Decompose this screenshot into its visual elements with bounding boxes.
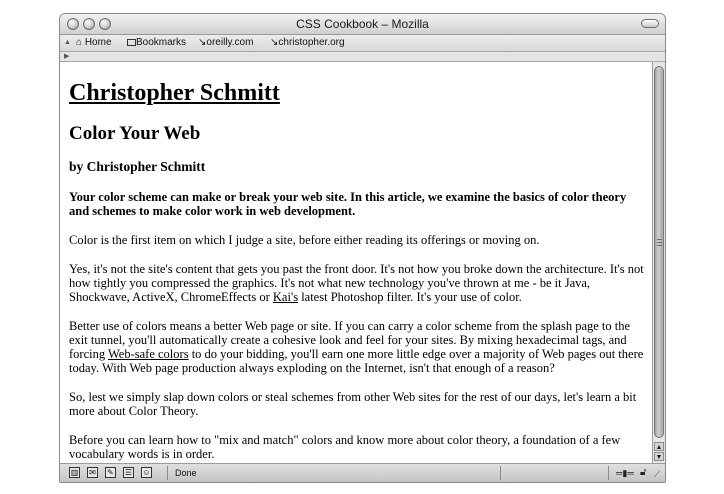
- site-title: [69, 79, 647, 107]
- expand-toolbar-icon[interactable]: ▶: [64, 53, 70, 60]
- paragraph-2: [69, 262, 647, 304]
- online-status-icon[interactable]: ═▮═: [616, 468, 634, 478]
- paragraph-5: Before you can learn how to "mix and match" colors and know more about color theory, a foundation of a few vocabulary words is in order.: [69, 433, 621, 461]
- bookmark-link-icon: ↘: [198, 37, 207, 48]
- status-divider: [608, 466, 609, 480]
- paragraph-3-text-b: to do your bidding, you'll earn one more little edge over a majority of Web pages out there today. With Web page production always exploding on the Internet, isn't that enough of a reason?: [69, 347, 644, 375]
- paragraph-1: Color is the first item on which I judge a site, before either reading its offerings or moving on.: [69, 233, 540, 247]
- bookmark-home[interactable]: [76, 37, 112, 48]
- scrollbar-grip-icon: [657, 239, 662, 240]
- paragraph-3-text-a: Better use of colors means a better Web page or site. If you can carry a color scheme from the splash page to the exit tunnel, you'll automatically create a cohesive look and feel for your sites. By mixing hexadecimal tags, and forcing: [69, 319, 631, 361]
- home-icon: ⌂: [76, 37, 83, 48]
- site-title-link[interactable]: Christopher Schmitt: [69, 80, 280, 106]
- bookmark-link-icon: ↘: [270, 37, 279, 48]
- bookmark-oreilly[interactable]: [198, 37, 253, 48]
- bookmark-bookmarks[interactable]: [127, 37, 186, 48]
- bookmarks-folder-icon: [127, 39, 136, 46]
- kais-link[interactable]: Kai's: [272, 290, 299, 304]
- bookmark-oreilly-label: oreilly.com: [206, 37, 254, 48]
- browser-window: [59, 13, 666, 483]
- page-content: [60, 62, 652, 463]
- vertical-scrollbar[interactable]: [652, 62, 665, 463]
- bookmark-christopher-label: christopher.org: [278, 37, 345, 48]
- window-title: CSS Cookbook – Mozilla: [296, 17, 429, 31]
- mail-icon[interactable]: ✉: [87, 467, 98, 478]
- byline: by Christopher Schmitt: [69, 159, 206, 174]
- bookmark-bookmarks-label: Bookmarks: [136, 37, 187, 48]
- toolbar-toggle-button[interactable]: [641, 19, 659, 28]
- composer-icon[interactable]: ✎: [105, 467, 116, 478]
- scrollbar-thumb[interactable]: [654, 66, 664, 438]
- paragraph-2-text-a: Yes, it's not the site's content that gets you past the front door. It's not how you broke down the architecture. It's not how tightly you compressed the graphics. It's not what new technology you've thrown at me - be it Java, Shockwave, ActiveX, ChromeEffects or: [69, 262, 644, 304]
- address-book-icon[interactable]: ☰: [124, 468, 133, 477]
- security-lock-icon[interactable]: 🔓︎: [640, 467, 647, 478]
- status-divider: [500, 466, 501, 480]
- scroll-up-button[interactable]: ▲: [655, 444, 663, 451]
- collapsed-toolbar: [60, 52, 665, 62]
- collapse-toolbar-icon[interactable]: ▲: [64, 39, 71, 46]
- scroll-down-button[interactable]: ▼: [655, 454, 663, 461]
- progress-meter: [504, 469, 604, 477]
- navigator-icon[interactable]: ▥: [70, 468, 79, 477]
- title-bar[interactable]: [60, 14, 665, 35]
- bookmark-home-label: Home: [84, 37, 112, 48]
- paragraph-4: So, lest we simply slap down colors or steal schemes from other Web sites for the rest of our days, let's learn a bit more about Color Theory.: [69, 390, 637, 418]
- web-safe-colors-link[interactable]: Web-safe colors: [108, 347, 189, 361]
- status-bar: [60, 463, 665, 482]
- paragraph-3: [69, 319, 647, 375]
- bookmark-christopher[interactable]: [270, 37, 345, 48]
- bookmarks-toolbar: [60, 35, 665, 52]
- paragraph-2-text-b: latest Photoshop filter. It's your use of color.: [298, 290, 522, 304]
- status-text: Done: [175, 468, 197, 478]
- resize-grip-icon[interactable]: ⟋: [654, 469, 661, 479]
- status-divider: [167, 466, 168, 480]
- article-lede: Your color scheme can make or break your web site. In this article, we examine the basics of color theory and schemes to make color work in web development.: [69, 190, 627, 218]
- irc-icon[interactable]: ☺: [142, 468, 151, 477]
- article-title: Color Your Web: [69, 123, 201, 144]
